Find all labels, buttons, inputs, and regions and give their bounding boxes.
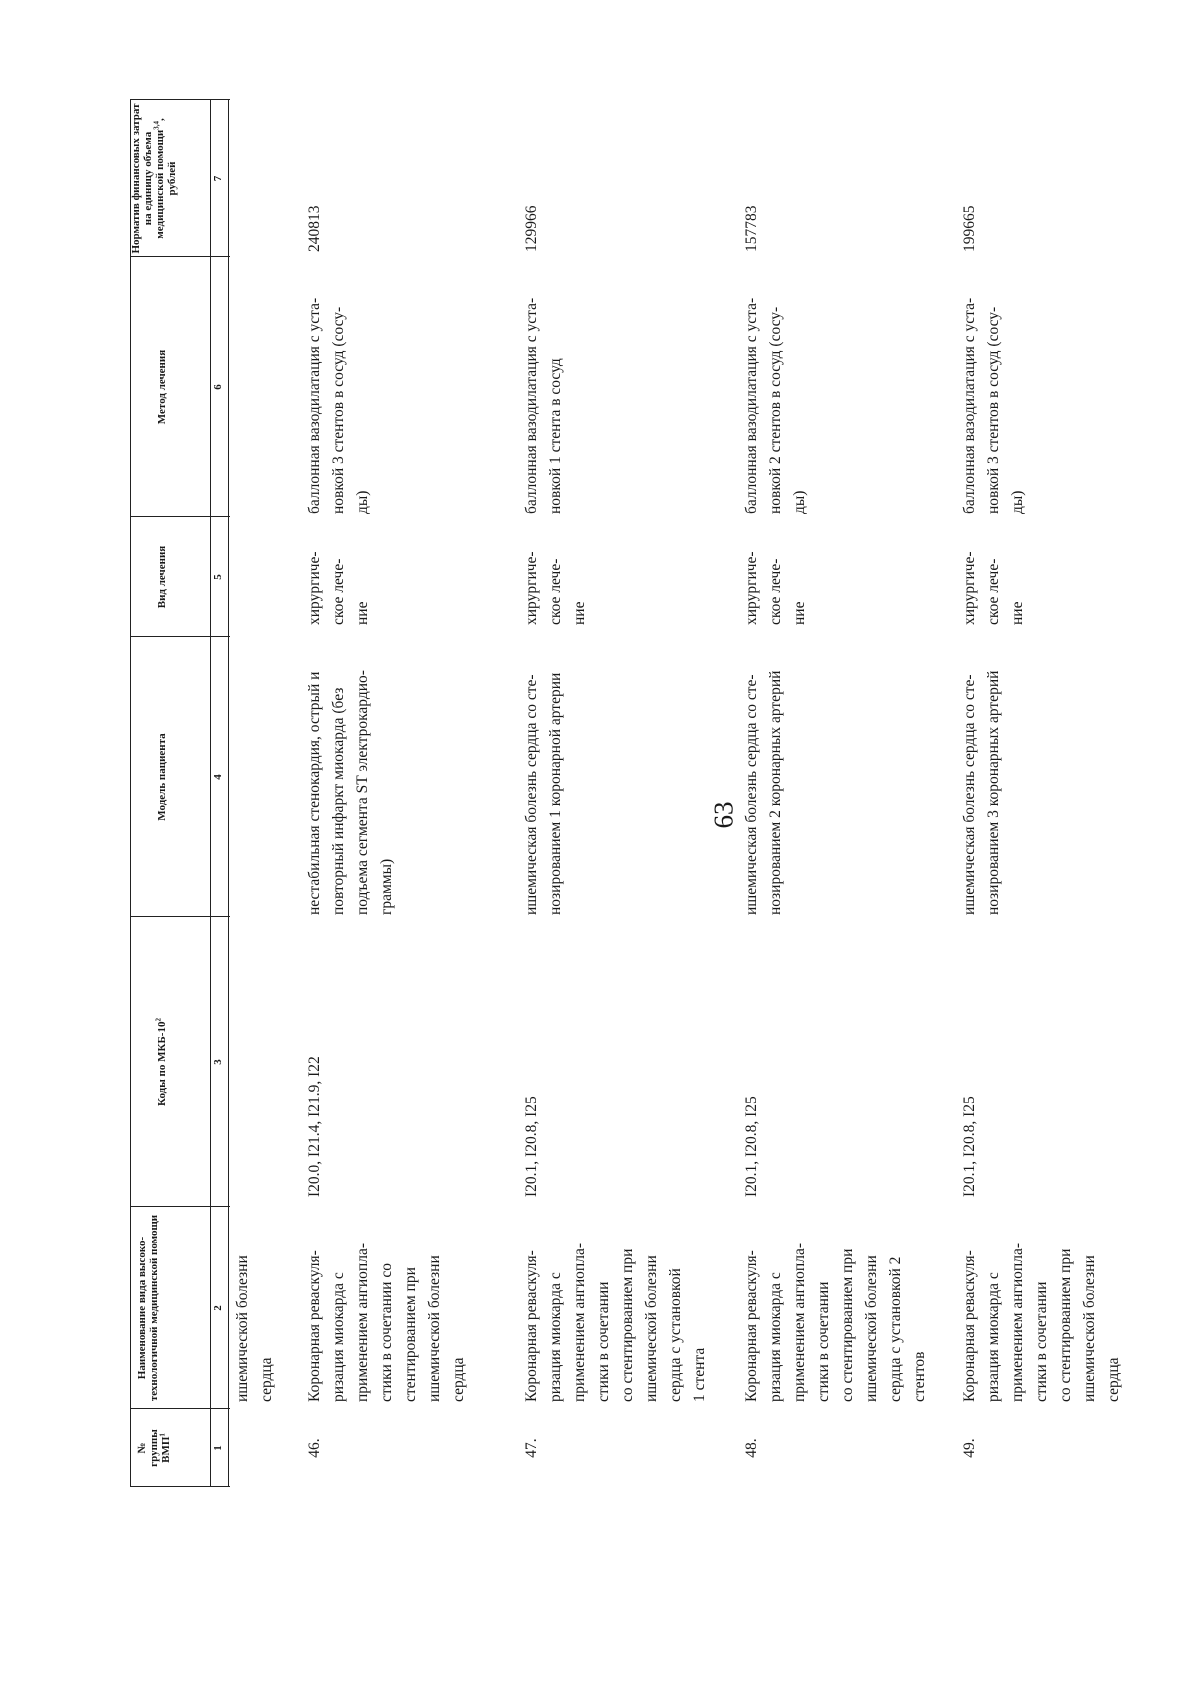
row-method: баллонная вазодилатация с уста- новкой 3 стентов в сосуд (сосу- ды) [961,297,1026,514]
row-cost: 240813 [306,205,323,252]
header-kind: Вид лечения [156,545,168,609]
row-kind: хирургиче- ское лече- ние [961,551,1026,625]
col-number: 7 [212,175,224,182]
row-model: ишемическая болезнь сердца со сте- нозированием 2 коронарных артерий [743,670,784,915]
header-group-number: № группы ВМП$^1$ [136,1429,172,1467]
row-number: 47. [523,1438,540,1458]
header-bottom-border [228,100,229,1487]
row-cost: 129966 [523,205,540,252]
col-number: 3 [212,1059,224,1065]
row-number: 49. [961,1438,978,1458]
col-number: 1 [212,1445,224,1451]
col-number: 2 [212,1305,224,1311]
header-number-divider [210,100,211,1487]
row-model: ишемическая болезнь сердца со сте- нозированием 3 коронарных артерий [961,670,1002,915]
col-number: 5 [212,574,224,580]
page-number: 63 [708,801,739,829]
row-method: баллонная вазодилатация с уста- новкой 1 стента в сосуд [523,297,564,514]
row-codes: I20.1, I20.8, I25 [961,1096,978,1197]
row-cost: 157783 [743,205,760,252]
header-name: Наименование вида высоко-технологичной медицинской помощи [136,1214,160,1402]
row-name: Коронарная реваскуля- ризация миокарда с применением ангиопла- стики в сочетании со стентированием при ишемической болезни сердца с установкой 1 стента [523,1242,708,1402]
continuation-text: ишемической болезни сердца [234,1255,275,1402]
row-method: баллонная вазодилатация с уста- новкой 2 стентов в сосуд (сосу- ды) [743,297,808,514]
row-name: Коронарная реваскуля- ризация миокарда с применением ангиопла- стики в сочетании со стентированием при ишемической болезни сердца [306,1242,467,1402]
row-kind: хирургиче- ское лече- ние [523,551,588,625]
header-model: Модель пациента [156,733,168,821]
row-method: баллонная вазодилатация с уста- новкой 3 стентов в сосуд (сосу- ды) [306,297,371,514]
header-codes: Коды по МКБ-$10^2$ [154,1018,168,1106]
col-number: 4 [212,774,224,780]
row-model: ишемическая болезнь сердца со сте- нозированием 1 коронарной артерии [523,672,564,915]
header-cost: Норматив финансовых затрат на единицу объема медицинской помощи$^{3,4}$, рублей [130,103,178,254]
row-name: Коронарная реваскуля- ризация миокарда с применением ангиопла- стики в сочетании со стентированием при ишемической болезни сердца с установкой 2 стентов [743,1242,928,1402]
row-codes: I20.1, I20.8, I25 [743,1096,760,1197]
row-name: Коронарная реваскуля- ризация миокарда с применением ангиопла- стики в сочетании со стентированием при ишемической болезни сердца [961,1242,1122,1402]
row-kind: хирургиче- ское лече- ние [743,551,808,625]
row-codes: I20.0, I21.4, I21.9, I22 [306,1056,323,1197]
row-kind: хирургиче- ское лече- ние [306,551,371,625]
row-number: 48. [743,1438,760,1458]
row-model: нестабильная стенокардия, острый и повторный инфаркт миокарда (без подъема сегмента ST электрокардио- граммы) [306,670,395,915]
table-top-border [130,100,131,1487]
row-codes: I20.1, I20.8, I25 [523,1096,540,1197]
row-cost: 199665 [961,205,978,252]
col-number: 6 [212,384,224,390]
rotated-table [130,100,1200,1487]
row-number: 46. [306,1438,323,1458]
header-method: Метод лечения [156,349,168,425]
